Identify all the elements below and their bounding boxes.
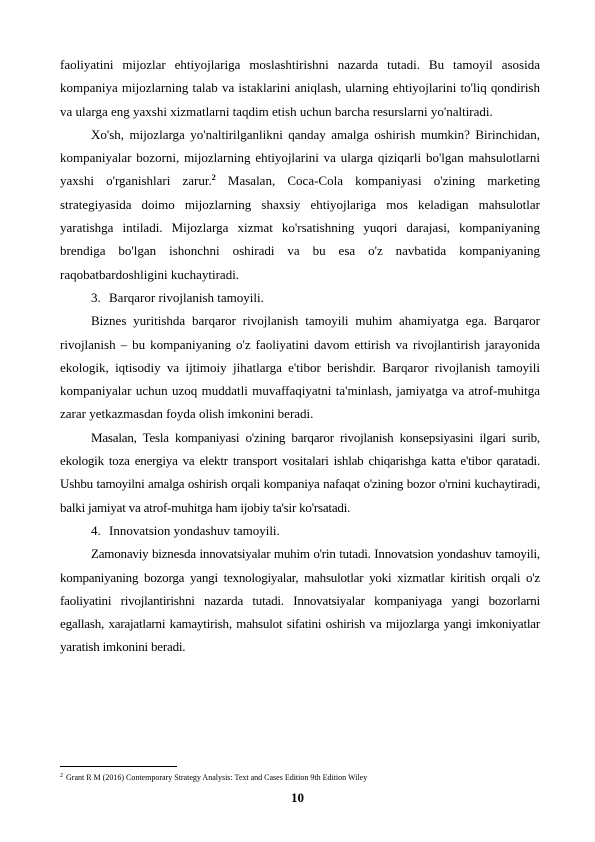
footnote	[60, 771, 540, 783]
paragraph-sustainability: Biznes yuritishda barqaror rivojlanish tamoyili muhim ahamiyatga ega. Barqaror rivojlanish – bu kompaniyaning o'z faoliyatini davom ettirish va rivojlantirish jarayonida ekologik, iqtisodiy va ijtimoiy jihatlarga e'tibor berishdir. Barqaror rivojlanish tamoyili kompaniyalar uchun uzoq muddatli muvaffaqiyatni ta'minlash, jamiyatga va atrof-muhitga zarar yetkazmasdan foyda olish imkonini beradi.	[60, 313, 540, 422]
page-number: 10	[291, 790, 304, 805]
heading-text: Innovatsion yondashuv tamoyili.	[109, 522, 280, 538]
footnote-reference[interactable]: 2	[211, 173, 216, 183]
paragraph-continuation: faoliyatini mijozlar ehtiyojlariga moslashtirishni nazarda tutadi. Bu tamoyil asosida kompaniya mijozlarning talab va istaklarini aniqlash, ularning ehtiyojlarini to'liq qondirish va ularga eng yaxshi xizmatlarni taqdim etish uchun barcha resurslarni yo'naltiradi.	[60, 57, 540, 119]
heading-text: Barqaror rivojlanish tamoyili.	[109, 289, 264, 305]
paragraph-tesla-example: Masalan, Tesla kompaniyasi o'zining barqaror rivojlanish konsepsiyasini ilgari surib, ekologik toza energiya va elektr transport vositalari ishlab chiqarishga katta e'tibor qaratadi. Ushbu tamoyilni amalga oshirish orqali kompaniya nafaqat o'zining bozor o'rnini kuchaytiradi, balki jamiyat va atrof-muhitga ham ijobiy ta'sir ko'rsatadi.	[60, 429, 540, 515]
paragraph-customer-orientation	[60, 123, 540, 286]
paragraph-text: Masalan, Coca-Cola kompaniyasi o'zining marketing strategiyasida doimo mijozlarning shaxsiy ehtiyojlariga mos keladigan mahsulotlar yaratishga intiladi. Mijozlarga xizmat ko'rsatishning yuqori darajasi, kompaniyaning brendiga bo'lgan ishonchni oshiradi va bu esa o'z navbatida kompaniyaning raqobatbardoshligini kuchaytiradi.	[60, 173, 540, 282]
footnote-divider	[60, 766, 177, 767]
paragraph-text: Xo'sh, mijozlarga yo'naltirilganlikni qanday amalga oshirish mumkin? Birinchidan, kompaniyalar bozorni, mijozlarning ehtiyojlarini va ularga qiziqarli bo'lgan mahsulotlarni yaxshi o'rganishlari zarur.	[60, 126, 540, 189]
body-text	[60, 53, 540, 659]
paragraph-innovation: Zamonaviy biznesda innovatsiyalar muhim o'rin tutadi. Innovatsion yondashuv tamoyili, kompaniyaning bozorga yangi texnologiyalar, mahsulotlar yoki xizmatlar kiritish orqali o'z faoliyatini rivojlantirishni nazarda tutadi. Innovatsiyalar kompaniyaga yangi bozorlarni egallash, xarajatlarni kamaytirish, mahsulot sifatini oshirish va mijozlarga yangi imkoniyatlar yaratish imkonini beradi.	[60, 546, 540, 655]
footnote-mark: 2	[60, 773, 63, 779]
section-heading-3	[60, 286, 540, 309]
heading-number: 3.	[91, 289, 101, 305]
section-heading-4	[60, 519, 540, 542]
footnote-text: Grant R M (2016) Contemporary Strategy Analysis: Text and Cases Edition 9th Edition Wiley	[66, 773, 368, 782]
heading-number: 4.	[91, 522, 101, 538]
